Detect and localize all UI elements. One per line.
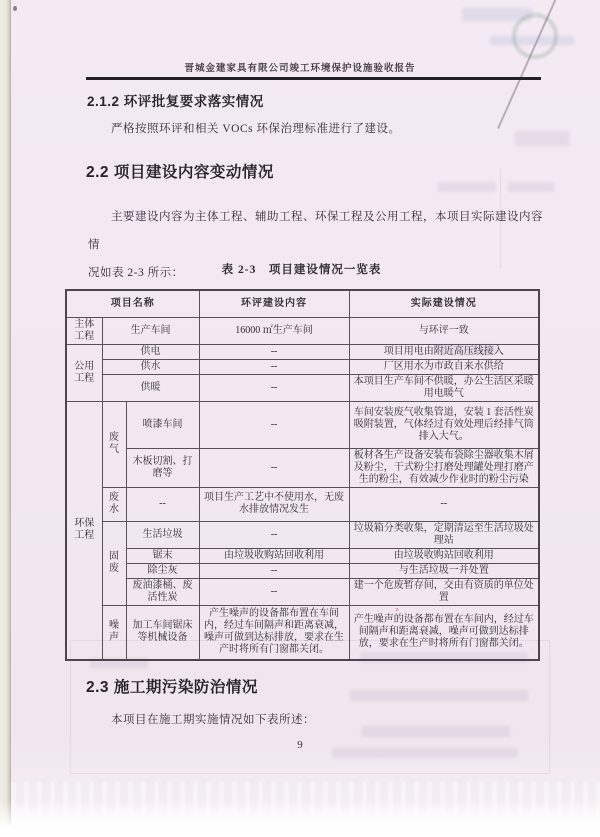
table-cell-eia: -- [199,578,349,605]
table-cell-actual: 由垃圾收购站回收利用 [349,548,539,563]
table-cell-item: 木板切割、打磨等 [126,448,199,487]
report-header-title: 晋城金建家具有限公司竣工环境保护设施验收报告 [184,64,416,74]
table-cell-subcategory: 噪声 [102,605,126,660]
bleedthrough-text-artifact [508,182,554,192]
table-cell-item: 喷漆车间 [126,401,199,448]
table-cell-actual: -- [349,487,539,521]
table-cell-actual: 本项目生产车间不供暖，办公生活区采暖用电暖气 [349,374,539,401]
table-cell-eia: -- [199,374,349,401]
table-cell-actual: 垃圾箱分类收集，定期清运至生活垃圾处理站 [349,521,539,548]
table-header-actual-status: 实际建设情况 [349,290,539,317]
section-heading-2-2: 2.2 项目建设内容变动情况 [86,164,274,181]
table-cell-actual: 建一个危废暂存间，交由有资质的单位处置 [349,578,539,605]
paragraph-2-2-line-2: 况如表 2-3 所示： [88,267,184,279]
table-cell-item: 供水 [102,359,199,374]
table-cell-eia: -- [199,359,349,374]
table-cell-category: 主体工程 [66,317,102,344]
table-cell-eia: 16000 ㎡生产车间 [199,317,349,344]
scan-speck [13,6,17,11]
table-cell-item: 锯末 [126,548,199,563]
section-heading-2-1-2: 2.1.2 环评批复要求落实情况 [87,94,264,109]
table-cell-eia: 项目生产工艺中不使用水，无废水排放情况发生 [199,487,349,521]
table-cell-actual: 车间安装废气收集管道，安装 1 套活性炭吸附装置，气体经过有效处理后经排气筒排入大气。 [349,401,539,448]
table-cell-item: 除尘灰 [126,563,199,578]
section-heading-2-3: 2.3 施工期污染防治情况 [86,679,258,696]
table-cell-item: 加工车间锯床等机械设备 [126,605,199,660]
table-cell-subcategory: 废水 [102,487,126,521]
header-rule [86,77,541,80]
table-header-project-name: 项目名称 [66,290,199,317]
table-cell-actual: 产生噪声的设备都布置在车间内，经过车间隔声和距离衰减，噪声可做到达标排放，要求在生产时将所有门窗都关闭。 [349,605,539,660]
table-cell-eia: 产生噪声的设备都布置在车间内，经过车间隔声和距离衰减，噪声可做到达标排放，要求在生产时将所有门窗都关闭。 [199,605,349,660]
table-cell-subcategory: 固废 [102,521,126,605]
table-cell-actual: 厂区用水为市政自来水供给 [349,359,539,374]
paragraph-2-1-2: 严格按照环评和相关 VOCs 环保治理标准进行了建设。 [111,123,401,135]
table-cell-item: -- [126,487,199,521]
paragraph-2-3: 本项目在施工期实施情况如下表所述： [111,714,315,726]
table-cell-category: 环保工程 [66,401,102,660]
table-cell-category: 公用工程 [66,344,102,401]
table-cell-eia: -- [199,448,349,487]
table-cell-actual: 与生活垃圾一并处置 [349,563,539,578]
table-cell-eia: -- [199,521,349,548]
table-cell-item: 废油漆桶、废活性炭 [126,578,199,605]
table-cell-eia: -- [199,563,349,578]
bottom-scan-fade [0,800,600,837]
table-header-eia-content: 环评建设内容 [199,290,349,317]
bleedthrough-text-artifact [350,690,528,701]
table-cell-item: 生产车间 [102,317,199,344]
table-cell-actual: 板材各生产设备安装布袋除尘器收集木屑及粉尘，干式粉尘打磨处理罐处理打磨产生的粉尘，有效减少作业时的粉尘污染 [349,448,539,487]
paragraph-2-2-line-1: 主要建设内容为主体工程、辅助工程、环保工程及公用工程，本项目实际建设内容情 [88,211,543,251]
red-pen-mark: ᶻ [394,604,401,618]
bleedthrough-logo-artifact [512,13,558,59]
table-cell-subcategory: 废气 [102,401,126,487]
table-cell-item: 供电 [102,344,199,359]
bleedthrough-text-artifact [362,726,510,737]
table-cell-eia: -- [199,401,349,448]
construction-overview-table [65,289,540,661]
scanner-edge-strip [0,0,11,837]
table-cell-actual: 与环评一致 [349,317,539,344]
table-cell-eia: -- [199,344,349,359]
table-cell-item: 生活垃圾 [126,521,199,548]
bleedthrough-text-artifact [438,182,496,192]
table-cell-eia: 由垃圾收购站回收利用 [199,548,349,563]
table-caption: 表 2-3 项目建设情况一览表 [221,264,382,276]
table-cell-actual: 项目用电由附近高压线接入 [349,344,539,359]
table-cell-item: 供暖 [102,374,199,401]
page-number: 9 [297,739,303,751]
